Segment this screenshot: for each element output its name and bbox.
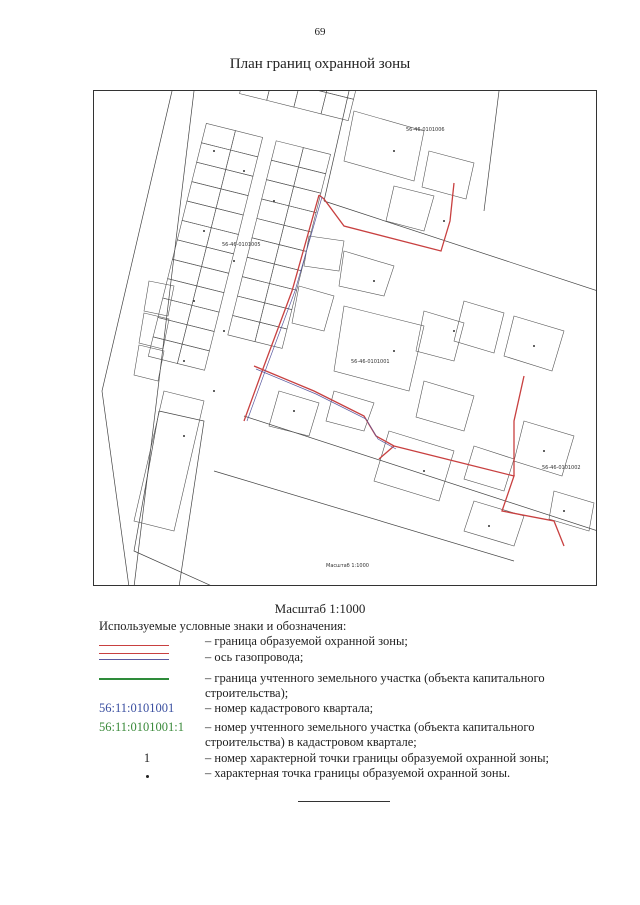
double-line-icon [99, 653, 169, 660]
quarter-label-northwest: 56-46-0101005 [222, 242, 261, 248]
footer-rule [298, 801, 390, 802]
dot-icon [146, 775, 149, 778]
quarter-label-northeast: 56-46-0101006 [406, 127, 445, 133]
legend-description: – номер характерной точки границы образуемой охранной зоны; [205, 751, 549, 765]
legend-description: – номер учтенного земельного участка (объекта капитального строительства) в кадастровом квартале; [205, 720, 535, 749]
map-drawing [94, 91, 597, 586]
parcel-number-sample: 56:11:0101001:1 [99, 720, 184, 734]
legend-description: – граница образуемой охранной зоны; [205, 634, 408, 648]
scale-label: Масштаб 1:1000 [274, 601, 366, 616]
legend-symbol [99, 634, 199, 646]
legend-symbol [99, 650, 199, 660]
quarter-label-center: 56-46-0101001 [351, 359, 390, 365]
legend-description: – граница учтенного земельного участка (объекта капитального строительства); [205, 671, 545, 700]
page-title: План границ охранной зоны [229, 56, 411, 72]
legend-description: – характерная точка границы образуемой охранной зоны. [205, 766, 511, 780]
quarter-number-sample: 56:11:0101001 [99, 701, 175, 715]
map-scale-note: Масштаб 1:1000 [326, 563, 369, 569]
legend-description: – номер кадастрового квартала; [205, 701, 374, 715]
green-line-icon [99, 678, 169, 680]
legend-heading: Используемые условные знаки и обозначения: [99, 619, 347, 633]
point-number-sample: 1 [143, 751, 151, 765]
legend-symbol [99, 671, 199, 680]
boundary-plan-map [93, 90, 597, 586]
legend-description: – ось газопровода; [205, 650, 304, 664]
red-line-icon [99, 645, 169, 646]
legend-symbol [99, 751, 199, 766]
page-number: 69 [314, 26, 326, 38]
quarter-label-east: 56-46-0101002 [542, 465, 581, 471]
legend-symbol [99, 766, 199, 778]
